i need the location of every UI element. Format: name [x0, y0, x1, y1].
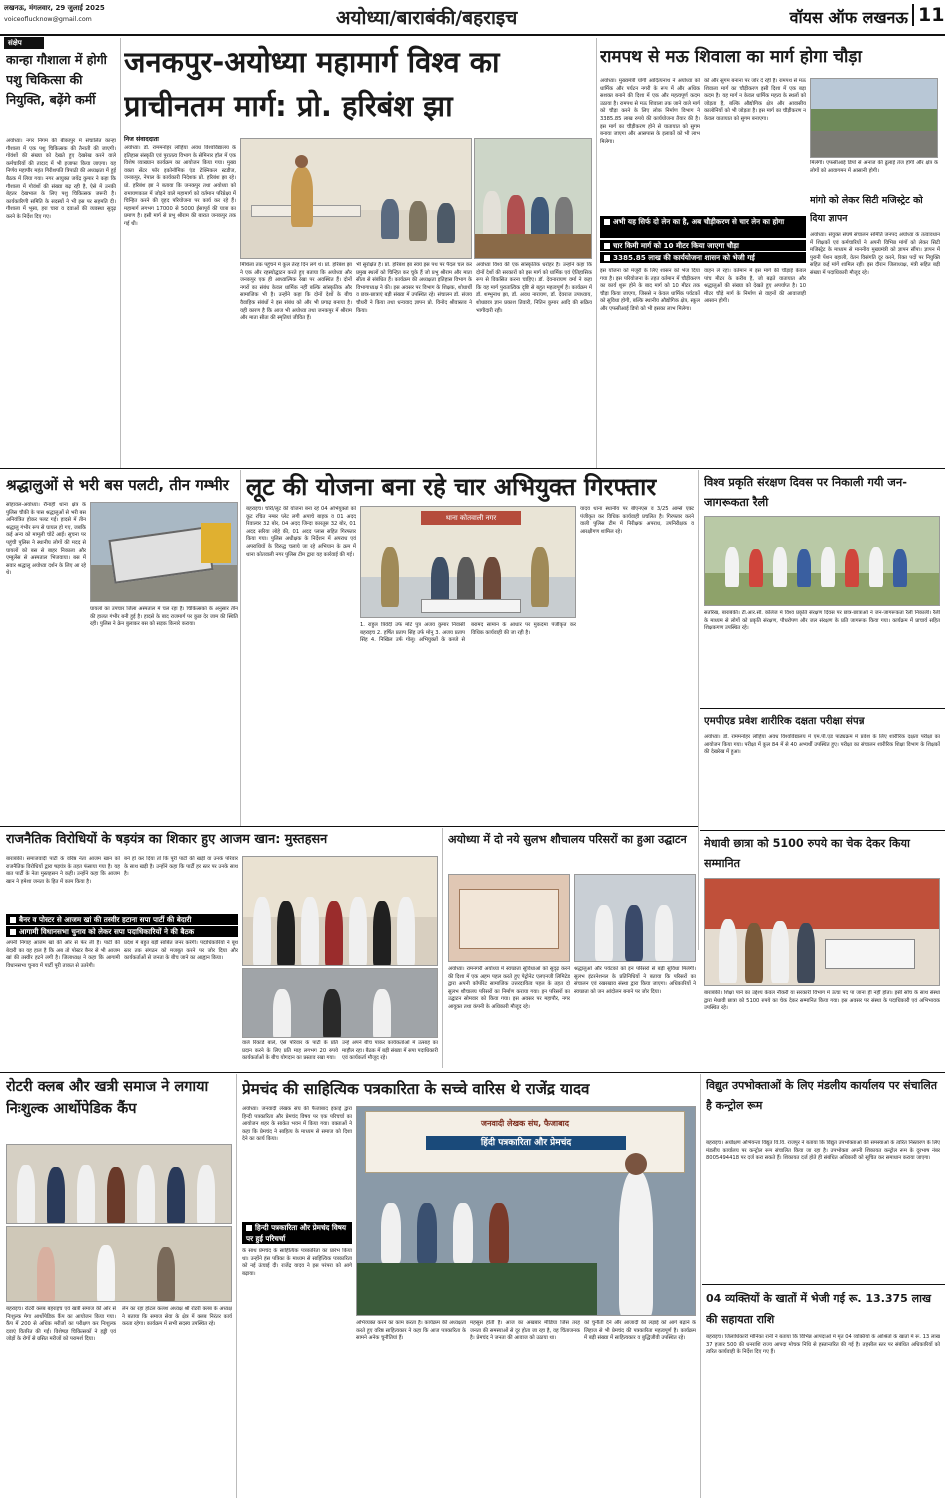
lead-byline: निज संवाददाता [124, 136, 159, 143]
rotary-headline: रोटरी क्लब और खत्री समाज ने लगाया निःशुल्क आर्थोपेडिक कैंप [6, 1079, 209, 1117]
premchand-body-d [470, 1320, 580, 1496]
rotary-member-5 [137, 1165, 155, 1224]
section-rule [700, 830, 945, 831]
emapid-text: अयोध्या। डॉ. राममनोहर लोहिया अवध विश्वविद्यालय में एम.पी.एड पाठ्यक्रम में प्रवेश के लिए शारीरिक दक्षता परीक्षा का आयोजन किया गया। परीक्षा में कुल 84 में से 40 अभ्यर्थी उपस्थित हुए। परीक्षा का संचालन शारीरिक शिक्षा विभाग के शिक्षकों की देखरेख में हुआ। [704, 734, 940, 756]
shauchalay-body-b [574, 966, 696, 1070]
azam-bullet-2 [6, 926, 238, 937]
vishwa-text: सतरिख, बाराबंकी। टी.आर.सी. कॉलेज में विश्व प्रकृति संरक्षण दिवस पर छात्र-छात्राओं ने जन-जागरूकता रैली निकाली। रैली के माध्यम से लोगों को प्रकृति संरक्षण, पौधरोपण और जल संरक्षण के प्रति जागरूक किया गया। कार्यक्रम में प्राचार्य सहित शिक्षकगण उपस्थित रहे। [704, 610, 940, 632]
seated-figure-1 [381, 199, 399, 239]
rampath-text-b: को और सुगम बनाना पर जोर दे रही है। रामपथ से मऊ शिवाला मार्ग का चौड़ीकरण इसी दिशा में एक बड़ा कदम है। यह मार्ग न केवल धार्मिक महत्व के स्थलों को जोड़ता है, बल्कि औद्योगिक क्षेत्र और आवासीय कालोनियों को भी जोड़ता है। इस मार्ग का चौड़ीकरण न केवल यातायात को सुगम बनाएगा। [704, 78, 806, 122]
rampath-photo-road [810, 78, 938, 158]
loot-text-b: 1. राहुल त्रिवेदी उर्फ मोटे पुत्र अजय कुमार निवासी बहराइच 2. हर्षित प्रताप सिंह उर्फ मोनू 3. अजय प्रताप सिंह 4. निखिल उर्फ गोलू। अभियुक्तों के कब्जे से बरामद सामान के आधार पर मुकदमा पंजीकृत कर विधिक कार्यवाही की जा रही है। [360, 622, 576, 644]
loot-body-b [360, 622, 576, 824]
page-number: 11 [912, 4, 942, 26]
khate-body [706, 1334, 940, 1496]
panelist-3 [453, 1203, 473, 1263]
rotary-member-6 [167, 1167, 185, 1224]
section-title: अयोध्या/बाराबंकी/बहराइच [336, 7, 518, 29]
rotary-body-b [122, 1306, 232, 1496]
azam-text-c: अपनी निगाह आजम खां की ओर से फेर ली है। पार्टी की बेदारी का यह हाल है कि अब तो पोस्टर बैनर से भी आजम खां की तस्वीर हटने लगी है। जिलाध्यक्ष ने कहा कि आगामी विधानसभा चुनाव में पार्टी पूरी ताकत से उतरेगी। [6, 940, 120, 969]
speaker-premchand [619, 1171, 653, 1316]
emapid-headline: एमपीएड प्रवेश शारीरिक दक्षता परीक्षा संपन्न [704, 716, 865, 727]
azam-body-d [124, 940, 238, 1070]
student-6 [845, 549, 859, 587]
panelist-2 [417, 1203, 437, 1263]
audience-table [475, 234, 591, 259]
cheque-board [825, 939, 915, 969]
shauchalay-headline: अयोध्या में दो नये सुलभ शौचालय परिसरों का हुआ उद्घाटन [448, 833, 687, 846]
premchand-bullet-text: हिन्दी पत्रकारिता और प्रेमचंद विषय पर हुई परिचर्चा [246, 1223, 347, 1243]
member-2 [277, 901, 295, 966]
member-1 [253, 897, 271, 966]
masthead-rule [0, 34, 945, 36]
bus-text-b: घायलों का उपचार जिला अस्पताल में चल रहा है। चिकित्सकों के अनुसार तीन की हालत गंभीर बनी हुई है। हादसे के बाद राजमार्ग पर कुछ देर जाम की स्थिति रही। पुलिस ने क्रेन बुलाकर बस को सड़क किनारे कराया। [90, 606, 238, 628]
azam-text-f: उन्हें अपने बीच पाकर कार्यकर्ताओं में उत्साह का माहौल रहा। बैठक में बड़ी संख्या में सपा पदाधिकारी एवं कार्यकर्ता मौजूद रहे। [342, 1040, 438, 1062]
member-6 [373, 901, 391, 966]
section-rule [700, 708, 945, 709]
medhavi-body [704, 990, 940, 1070]
patient-2 [157, 1247, 175, 1302]
loot-body-c [580, 506, 694, 824]
sankshep-headline: कान्हा गौशाला में होगी पशु चिकित्सा की नियुक्ति, बढ़ेंगे कर्मी [6, 52, 107, 107]
rampath-bullet-2-text: चार किमी मार्ग को 10 मीटर किया जाएगा चौड़ा [613, 241, 739, 250]
seated-figure-3 [437, 203, 455, 243]
rampath-bullet-1-text: अभी यह सिर्फ दो लेन का है, अब चौड़ीकरण से चार लेन का होगा [613, 217, 785, 226]
seated-figure-2 [409, 201, 427, 241]
khate-text: बहराइच। जिलाधिकारी मोनिका रानी ने बताया कि विभिन्न आपदाओं में मृत 04 व्यक्तियों के आश्रितों के खातों में रू. 13 लाख 37 हजार 500 की धनराशि राज्य आपदा मोचक निधि से हस्तान्तरित की गई है। तहसील स्तर पर संबंधित अधिकारियों को त्वरित कार्यवाही के निर्देश दिए गए हैं। [706, 1334, 940, 1356]
azam-text-b: बने हो कर दिया तो कि पूरी पार्टी की खड़ी वा उनके परिवार के साथ खड़ी है। उन्होंने कहा कि पार्टी हर स्तर पर उनके साथ है। [124, 856, 238, 878]
loot-body [246, 506, 356, 824]
section-rule [0, 468, 945, 469]
lecture-wall [241, 139, 471, 210]
guest-1 [719, 919, 737, 983]
rotary-member-1 [17, 1165, 35, 1224]
brand: वॉयस ऑफ लखनऊ [789, 8, 908, 27]
column-divider [698, 470, 699, 950]
bus-text: सोहावल-अयोध्या। रौनाही थाना क्षेत्र के पुलिस चौकी के पास श्रद्धालुओं से भरी बस अनियंत्रित होकर पलट गई। हादसे में तीन श्रद्धालु गंभीर रूप से घायल हो गए, जबकि कई अन्य को मामूली चोटें आईं। सूचना पर पहुंची पुलिस ने स्थानीय लोगों की मदद से घायलों को बस से बाहर निकाला और एम्बुलेंस से अस्पताल भिजवाया। बस में सवार श्रद्धालु अयोध्या दर्शन के लिए आ रहे थे। [6, 502, 86, 577]
banner-line-2: हिंदी पत्रकारिता और प्रेमचंद [426, 1136, 626, 1150]
premchand-body-c [356, 1320, 466, 1496]
azam-text: बाराबंकी। समाजवादी पार्टी के वरिष्ठ नेता आजम खान को राजनैतिक विरोधियों द्वारा षड़यंत्र के तहत फंसाया गया है। यह बात पार्टी के नेता मुस्तहसन ने कही। उन्होंने कहा कि आजम खान ने हमेशा जनता के हित में काम किया है। [6, 856, 120, 885]
official-1 [595, 905, 613, 961]
rotary-photo-1 [6, 1144, 232, 1224]
rampath-text-c: इस योजना को मंजूरी के लिए शासन को भेज दिया गया है। इस परियोजना के तहत वर्तमान में चौड़ीकरण का कार्य शुरू होने के बाद मार्ग को 10 मीटर तक चौड़ा किया जाएगा, जिससे न केवल धार्मिक पर्यटकों को सुविधा होगी, बल्कि स्थानीय औद्योगिक क्षेत्र, स्कूल और एफसीआई डिपो को भी इसका लाभ मिलेगा। [600, 268, 700, 312]
azam-body-f [342, 1040, 438, 1070]
azam-photo-group [242, 856, 438, 966]
section-rule [0, 826, 698, 827]
student-8 [893, 549, 907, 587]
stage-member-3 [373, 989, 391, 1038]
officer-1 [381, 547, 399, 607]
student-3 [773, 547, 787, 587]
rampath-bullet-1 [600, 216, 806, 238]
lead-body-right [356, 262, 472, 466]
rotary-text: बहराइच। रोटरी क्लब बहराइच एवं खत्री समाज की ओर से निःशुल्क मेगा आर्थोपेडिक कैंप का आयोजन किया गया। कैंप में 200 से अधिक मरीजों का परीक्षण कर निःशुल्क दवाएं वितरित की गईं। विशेषज्ञ चिकित्सकों ने हड्डी एवं जोड़ों के रोगों से ग्रसित मरीजों को परामर्श दिया। [6, 1306, 116, 1343]
column-divider [236, 1074, 237, 1498]
premchand-text-d: महसूस होती है। आज का अखबार मीडिया जिस तरह जनता की समस्याओं से दूर होता जा रहा है, वह चिंताजनक है। प्रेमचंद ने जनता की आवाज को उठाया था। [470, 1320, 580, 1342]
speaker-head [295, 155, 308, 168]
sankshep-body [6, 138, 116, 466]
loot-text-c: यादव थाना स्थानीय पर बीएनएस व 3/25 आर्म्स एक्ट पंजीकृत कर विधिक कार्यवाही प्रचलित है। गिरफ्तार करने वाली पुलिस टीम में निरीक्षक अपराध, उपनिरीक्षक व आरक्षीगण शामिल रहे। [580, 506, 694, 535]
roadside-trees [811, 109, 937, 131]
loot-photo-police [360, 506, 576, 618]
lead-headline: जनकपुर-अयोध्या महामार्ग विश्व का प्राचीनतम मार्ग: प्रो. हरिबंश झा [124, 45, 500, 123]
toilet-building [459, 889, 559, 949]
student-7 [869, 547, 883, 587]
vidyut-headline: विद्युत उपभोक्ताओं के लिए मंडलीय कार्यालय पर संचालित है कन्ट्रोल रूम [706, 1079, 938, 1112]
lead-photo-lecture [240, 138, 472, 259]
bullet-square [604, 255, 610, 261]
panelist-4 [489, 1203, 509, 1263]
member-5 [349, 897, 367, 966]
sankshep-tag: संक्षेप [4, 37, 44, 49]
student-2 [749, 549, 763, 587]
officer-2 [531, 547, 549, 607]
premchand-headline: प्रेमचंद की साहित्यिक पत्रकारिता के सच्चे वारिस थे राजेंद्र यादव [242, 1080, 590, 1098]
azam-text-e: वाले रिकार्ड बाले, ऐसे परिवार के पार्टी के प्रति प्रदान करने के लिए प्रति माह लगभग 20 रुपये कार्यकर्ताओं के बीच योगदान का प्रस्ताव रखा गया। [242, 1040, 338, 1062]
banner-line-1: जनवादी लेखक संघ, फैजाबाद [481, 1119, 569, 1128]
rampath-bullet-3 [600, 252, 806, 263]
police-sign-text: थाना कोतवाली नगर [445, 514, 497, 522]
member-3 [301, 897, 319, 966]
section-rule [0, 1072, 945, 1073]
rampath-text-e: मिलेगी। एफसीआई डिपो से अनाज की ढुलाई तेज होगी और क्षेत्र के लोगों को आवागमन में आसानी होगी। [810, 160, 938, 174]
guest-3 [771, 921, 789, 983]
column-divider [700, 1074, 701, 1498]
lead-body-left [124, 145, 236, 465]
bullet-square [10, 929, 16, 935]
email: voiceoflucknow@gmail.com [4, 16, 92, 23]
rotary-member-7 [197, 1165, 215, 1224]
magon-headline: मांगो को लेकर सिटी मजिस्ट्रेट को दिया ज्ञापन [810, 195, 923, 224]
date-line: लखनऊ, मंगलवार, 29 जुलाई 2025 [4, 4, 105, 12]
premchand-photo-banner [356, 1106, 696, 1316]
medhavi-headline: मेधावी छात्रा को 5100 रुपये का चेक देकर किया सम्मानित [704, 837, 910, 870]
bus-body [6, 502, 86, 824]
column-divider [596, 38, 597, 468]
lead-photo-audience [474, 138, 592, 259]
road-surface [811, 129, 937, 158]
lead-body-far [476, 262, 592, 466]
column-divider [442, 828, 443, 1068]
bullet-square [604, 219, 610, 225]
premchand-text-c: अभिव्यक्त करने का काम करता है। कार्यक्रम की अध्यक्षता करते हुए वरिष्ठ साहित्यकार ने कहा कि आज पत्रकारिता के सामने अनेक चुनौतियां हैं। [356, 1320, 466, 1342]
rampath-text: अयोध्या। मुख्यमंत्री योगी आदित्यनाथ ने अयोध्या को धार्मिक और पर्यटन नगरी के रूप में और अधिक सशक्त बनाने की दिशा में एक और महत्वपूर्ण कदम उठाया है। रामपथ से मऊ शिवाला तक जाने वाले मार्ग को चौड़ा करने के लिए लोक निर्माण विभाग ने 3385.85 लाख रुपये की कार्ययोजना तैयार की है। इस मार्ग का चौड़ीकरण होने से यातायात को सुगम बनाया जाएगा और आसपास के इलाकों को भी लाभ मिलेगा। [600, 78, 700, 145]
rampath-headline: रामपथ से मऊ शिवाला का मार्ग होगा चौड़ा [600, 47, 862, 67]
evidence-table [421, 599, 521, 613]
bullet-square [10, 917, 16, 923]
rotary-member-2 [47, 1167, 65, 1224]
magon-text: अयोध्या। संयुक्त संघर्ष संचालन समिति जनपद अयोध्या के तत्वावधान में शिक्षकों एवं कर्मचारियों ने अपनी विभिन्न मांगों को लेकर सिटी मजिस्ट्रेट के माध्यम से माननीय मुख्यमंत्री को ज्ञापन सौंपा। ज्ञापन में पुरानी पेंशन बहाली, वेतन विसंगति दूर करने, रिक्त पदों पर नियुक्ति सहित कई मांगें शामिल रहीं। इस दौरान जिलाध्यक्ष, मंत्री सहित बड़ी संख्या में पदाधिकारी मौजूद रहे। [810, 232, 940, 276]
student-1 [725, 547, 739, 587]
azam-body-e [242, 1040, 338, 1070]
official-2 [625, 905, 643, 961]
azam-body [6, 856, 120, 912]
rampath-bullet-2 [600, 240, 806, 251]
medhavi-text: बाराबंकी। शिक्षा पाने का उद्देश्य केवल नौकरी या सरकारी विभाग में ऊंचा पद पा जाना ही नहीं होता। इसी सोच के साथ संस्था द्वारा मेधावी छात्रा को 5100 रुपये का चेक देकर सम्मानित किया गया। इस अवसर पर संस्था के पदाधिकारी एवं अभिभावक उपस्थित रहे। [704, 990, 940, 1012]
stage-member-1 [273, 989, 291, 1038]
member-7 [397, 897, 415, 966]
doctor-1 [97, 1245, 115, 1302]
speaker-premchand-head [625, 1153, 647, 1175]
rotary-photo-2 [6, 1226, 232, 1302]
stage-member-2 [323, 989, 341, 1038]
azam-bullet-1 [6, 914, 238, 925]
rampath-body-b [704, 78, 806, 214]
crane-vehicle [201, 523, 231, 563]
shauchalay-text: अयोध्या। रामनगरी अयोध्या में स्वच्छता सुविधाओं को सुदृढ़ करने की दिशा में एक अहम पहल करते हुए पेट्रोनेट एलएनजी लिमिटेड द्वारा अपनी कॉर्पोरेट सामाजिक उत्तरदायित्व पहल के तहत दो सुलभ शौचालय परिसरों का निर्माण कराया गया। इन परिसरों का उद्घाटन सोमवार को किया गया। इस अवसर पर महापौर, नगर आयुक्त तथा कंपनी के अधिकारी मौजूद रहे। [448, 966, 570, 1010]
bus-photo [90, 502, 238, 602]
rotary-body [6, 1306, 116, 1496]
panelist-1 [381, 1203, 401, 1263]
vishwa-photo-rally [704, 516, 940, 606]
guest-2 [745, 923, 763, 983]
rampath-body [600, 78, 700, 214]
shauchalay-text-b: श्रद्धालुओं और पर्यटकों को इन परिसरों से बड़ी सुविधा मिलेगी। सुलभ इंटरनेशनल के प्रतिनिधियों ने बताया कि परिसरों का संचालन एवं रखरखाव संस्था द्वारा किया जाएगा। अधिकारियों ने स्वच्छता को जन आंदोलन बनाने पर जोर दिया। [574, 966, 696, 995]
magon-body [810, 232, 940, 466]
student-5 [821, 547, 835, 587]
shauchalay-photo-2 [574, 874, 696, 962]
rotary-member-3 [77, 1165, 95, 1224]
lead-text-left: अयोध्या। डॉ. राममनोहर लोहिया अवध विश्वविद्यालय के इतिहास संस्कृति एवं पुरातत्व विभाग के सेमिनार हॉल में एक विशेष व्याख्यान कार्यक्रम का आयोजन किया गया। मुख्य वक्ता सेंटर फॉर इकोनॉमिक एंड टेक्निकल स्टडीज, जनकपुर, नेपाल के कार्यकारी निदेशक प्रो. हरिबंश झा रहे। प्रो. हरिबंश झा ने बताया कि जनकपुर तथा अयोध्या को रामायणकाल में जोड़ने वाले महामार्ग को वर्तमान परिप्रेक्ष्य में चिन्हित करने की वृहद परियोजना पर कार्य कर रहे हैं। महामार्ग लगभग 17000 से 5000 ईसापूर्व की यात्रा का प्रमाण है। इसी मार्ग से प्रभु श्रीराम की बारात जनकपुर तक गई थी। [124, 145, 236, 227]
column-divider [120, 38, 121, 468]
azam-photo-stage [242, 968, 438, 1038]
shauchalay-body [448, 966, 570, 1070]
emapid-body [704, 734, 940, 828]
rampath-body-e-col [810, 160, 938, 190]
guest-4 [797, 923, 815, 983]
premchand-body [242, 1106, 352, 1220]
masthead [0, 0, 945, 36]
vidyut-text: बहराइच। अधीक्षण अभियन्ता विद्युत वि.वि. राजपुर ने बताया कि विद्युत उपभोक्ताओं की समस्याओं के त्वरित निस्तारण के लिए मंडलीय कार्यालय पर कन्ट्रोल रूम संचालित किया जा रहा है। उपभोक्ता अपनी शिकायत कन्ट्रोल रूम के दूरभाष नंबर 8005494418 पर दर्ज करा सकते हैं। शिकायत दर्ज होते ही संबंधित अधिकारी को सूचित कर समाधान कराया जाएगा। [706, 1140, 940, 1162]
lead-text-mid: मिथिला तक पहुंचने में कुल तेरह दिन लगे थे। प्रो. हरिबंश झा ने एक और रहस्योद्घाटन करते हुए बताया कि अयोध्या और जनकपुर एक ही आध्यात्मिक रेखा पर अवस्थित हैं। दोनों नगरों का संबंध केवल धार्मिक नहीं बल्कि सांस्कृतिक और सामाजिक भी है। उन्होंने कहा कि दोनों देशों के बीच वैवाहिक संबंधों ने इस संबंध को और भी प्रगाढ़ बनाया है। यही कारण है कि आज भी अयोध्या तथा जनकपुर में श्रीराम और माता सीता की स्मृतियां जीवित हैं। [240, 262, 352, 322]
premchand-text-e: को चुनौती देने और आजादी की लड़ाई को आगे बढ़ाने के लिहाज से भी प्रेमचंद की पत्रकारिता महत्वपूर्ण है। कार्यक्रम में बड़ी संख्या में साहित्यकार व बुद्धिजीवी उपस्थित रहे। [584, 1320, 696, 1342]
sankshep-text: अयोध्या। नगर निगम की बीकापुर में संचालित कान्हा गौशाला में एक पशु चिकित्सक की तैनाती की जाएगी। गोवंशों की संख्या को देखते हुए देखरेख करने वाले कर्मचारियों की तादाद में भी इजाफा किया जाएगा। यह निर्णय महापौर महंत गिरीशपति त्रिपाठी की अध्यक्षता में हुई बैठक में लिया गया। नगर आयुक्त जयेंद्र कुमार ने कहा कि गौशाला में गोवंशों की संख्या बढ़ रही है, ऐसे में उनकी बेहतर देखभाल के लिए पशु चिकित्सक जरूरी है। कार्यकारिणी समिति के सदस्यों ने भी इस पर सहमति दी। गौशाला में भूसा, हरा चारा व दवाओं की व्यवस्था सुदृढ़ करने के निर्देश दिए गए। [6, 138, 116, 220]
premchand-body-b [242, 1248, 352, 1496]
member-4 [325, 901, 343, 966]
speaker-figure [291, 167, 313, 227]
police-sign [421, 511, 521, 525]
patient-1 [37, 1247, 55, 1302]
premchand-text-b: के साथ प्रेमचंद के साहित्यिक पत्रकारिता का प्रारंभ किया था। उन्होंने हंस पत्रिका के माध्यम से साहित्यिक पत्रकारिता को नई ऊंचाई दी। राजेंद्र यादव ने इस परंपरा को आगे बढ़ाया। [242, 1248, 352, 1277]
official-3 [655, 905, 673, 961]
bus-headline: श्रद्धालुओं से भरी बस पलटी, तीन गम्भीर [6, 476, 229, 494]
stage-backdrop [705, 879, 939, 929]
rampath-body-c [600, 268, 700, 466]
medhavi-photo [704, 878, 940, 986]
lead-text-far: अयोध्या विश्व की एक सांस्कृतिक धरोहर है। उन्होंने कहा कि दोनों देशों की सरकारों को इस मार्ग को धार्मिक एवं ऐतिहासिक रूप से विकसित करना चाहिए। डॉ. देवनारायण वर्मा ने कहा कि यह मार्ग पुरातात्विक दृष्टि से बहुत महत्वपूर्ण है। कार्यक्रम में डॉ. शम्भुनाथ झा, डॉ. अवध नारायण, डॉ. देवराज उपाध्याय, शोधछात्र ज्ञान प्रकाश तिवारी, नितिन कुमार आदि की सक्रिय भागीदारी रही। [476, 262, 592, 314]
azam-body-c [6, 940, 120, 1070]
rotary-text-b: लेन का रहा होटल कलश अध्यक्ष श्री रोटरी क्लब के अध्यक्ष ने बताया कि समाज सेवा के क्षेत्र में क्लब निरंतर कार्य करता रहेगा। कार्यक्रम में सभी सदस्य उपस्थित रहे। [122, 1306, 232, 1328]
shauchalay-photo-1 [448, 874, 570, 962]
rampath-body-d [704, 268, 806, 466]
azam-bullet-1-text: बैनर व पोस्टर से आजम खां की तस्वीर हटाना सपा पार्टी की बेदारी [19, 915, 192, 924]
azam-headline: राजनैतिक विरोधियों के षड़यंत्र का शिकार हुए आजम खान: मुस्तहसन [6, 832, 328, 847]
rotary-member-4 [107, 1167, 125, 1224]
vishwa-body [704, 610, 940, 708]
bullet-square [604, 243, 610, 249]
column-divider [240, 470, 241, 826]
loot-headline: लूट की योजना बना रहे चार अभियुक्त गिरफ्तार [246, 473, 657, 501]
bullet-square [246, 1225, 252, 1231]
premchand-text: अयोध्या। जनवादी लेखक संघ की फैजाबाद इकाई द्वारा हिन्दी पत्रकारिता और प्रेमचंद विषय पर एक परिचर्चा का आयोजन शहर के साकेत भवन में किया गया। वक्ताओं ने कहा कि प्रेमचंद ने साहित्य के माध्यम से समाज को दिशा देने का कार्य किया। [242, 1106, 352, 1143]
azam-body-b [124, 856, 238, 912]
vidyut-body [706, 1140, 940, 1282]
lead-body-mid [240, 262, 352, 466]
loot-text: बहराइच। चोरी/लूट की योजना बना रहे 04 अभियुक्तों को कूट रचित नम्बर प्लेट लगी अपाचे बाइक व 01 अदद रिवाल्वर 32 बोर, 04 अदद जिन्दा कारतूस 32 बोर, 01 अदद सरिया लोहे की, 01 अदद प्लास सहित गिरफ्तार किया गया। पुलिस अधीक्षक के निर्देशन में अपराध एवं अपराधियों के विरुद्ध चलाये जा रहे अभियान के क्रम में थाना कोतवाली नगर पुलिस टीम द्वारा यह कार्रवाई की गई। [246, 506, 356, 558]
panel-table [357, 1263, 597, 1316]
lead-text-right: भी सुरक्षित है। प्रो. हरिबंश झा स्वयं इस पथ पर पैदल चल कर प्रमुख स्थलों को चिन्हित कर चुके हैं जो प्रभु श्रीराम और माता सीता से संबंधित हैं। कार्यक्रम की अध्यक्षता इतिहास विभाग के विभागाध्यक्ष ने की। इस अवसर पर विभाग के शिक्षक, शोधार्थी व छात्र-छात्राएं बड़ी संख्या में उपस्थित रहे। संचालन डॉ. संजय चौधरी ने किया तथा धन्यवाद ज्ञापन प्रो. विनोद श्रीवास्तव ने किया। [356, 262, 472, 314]
vishwa-headline: विश्व प्रकृति संरक्षण दिवस पर निकाली गयी जन-जागरूकता रैली [704, 475, 907, 509]
student-4 [797, 549, 811, 587]
rampath-text-d: वाहन ले रहा। वर्तमान में इस मार्ग की चौड़ाई केवल पांच मीटर के करीब है, जो बढ़ते यातायात और श्रद्धालुओं की संख्या को देखते हुए अपर्याप्त है। 10 मीटर चौड़े मार्ग के निर्माण से वाहनों की आवाजाही आसान होगी। [704, 268, 806, 305]
azam-text-d: प्रदेश में बहुत बड़ी साबित जनर करेगी। पदाधिकारियों ने बूथ स्तर तक संगठन को मजबूत करने पर जोर दिया और कार्यकर्ताओं से जनता के बीच जाने का आह्वान किया। [124, 940, 238, 962]
premchand-bullet [242, 1222, 352, 1244]
khate-headline: 04 व्यक्तियों के खातों में भेजी गई रू. 13.375 लाख की सहायता राशि [706, 1292, 931, 1326]
bus-body-b [90, 606, 238, 824]
azam-bullet-2-text: आगामी विधानसभा चुनाव को लेकर सपा पदाधिकारियों ने की बैठक [19, 927, 195, 936]
section-rule [702, 1284, 945, 1285]
rampath-bullet-3-text: 3385.85 लाख की कार्ययोजना शासन को भेजी गई [613, 253, 755, 262]
premchand-body-e [584, 1320, 696, 1496]
